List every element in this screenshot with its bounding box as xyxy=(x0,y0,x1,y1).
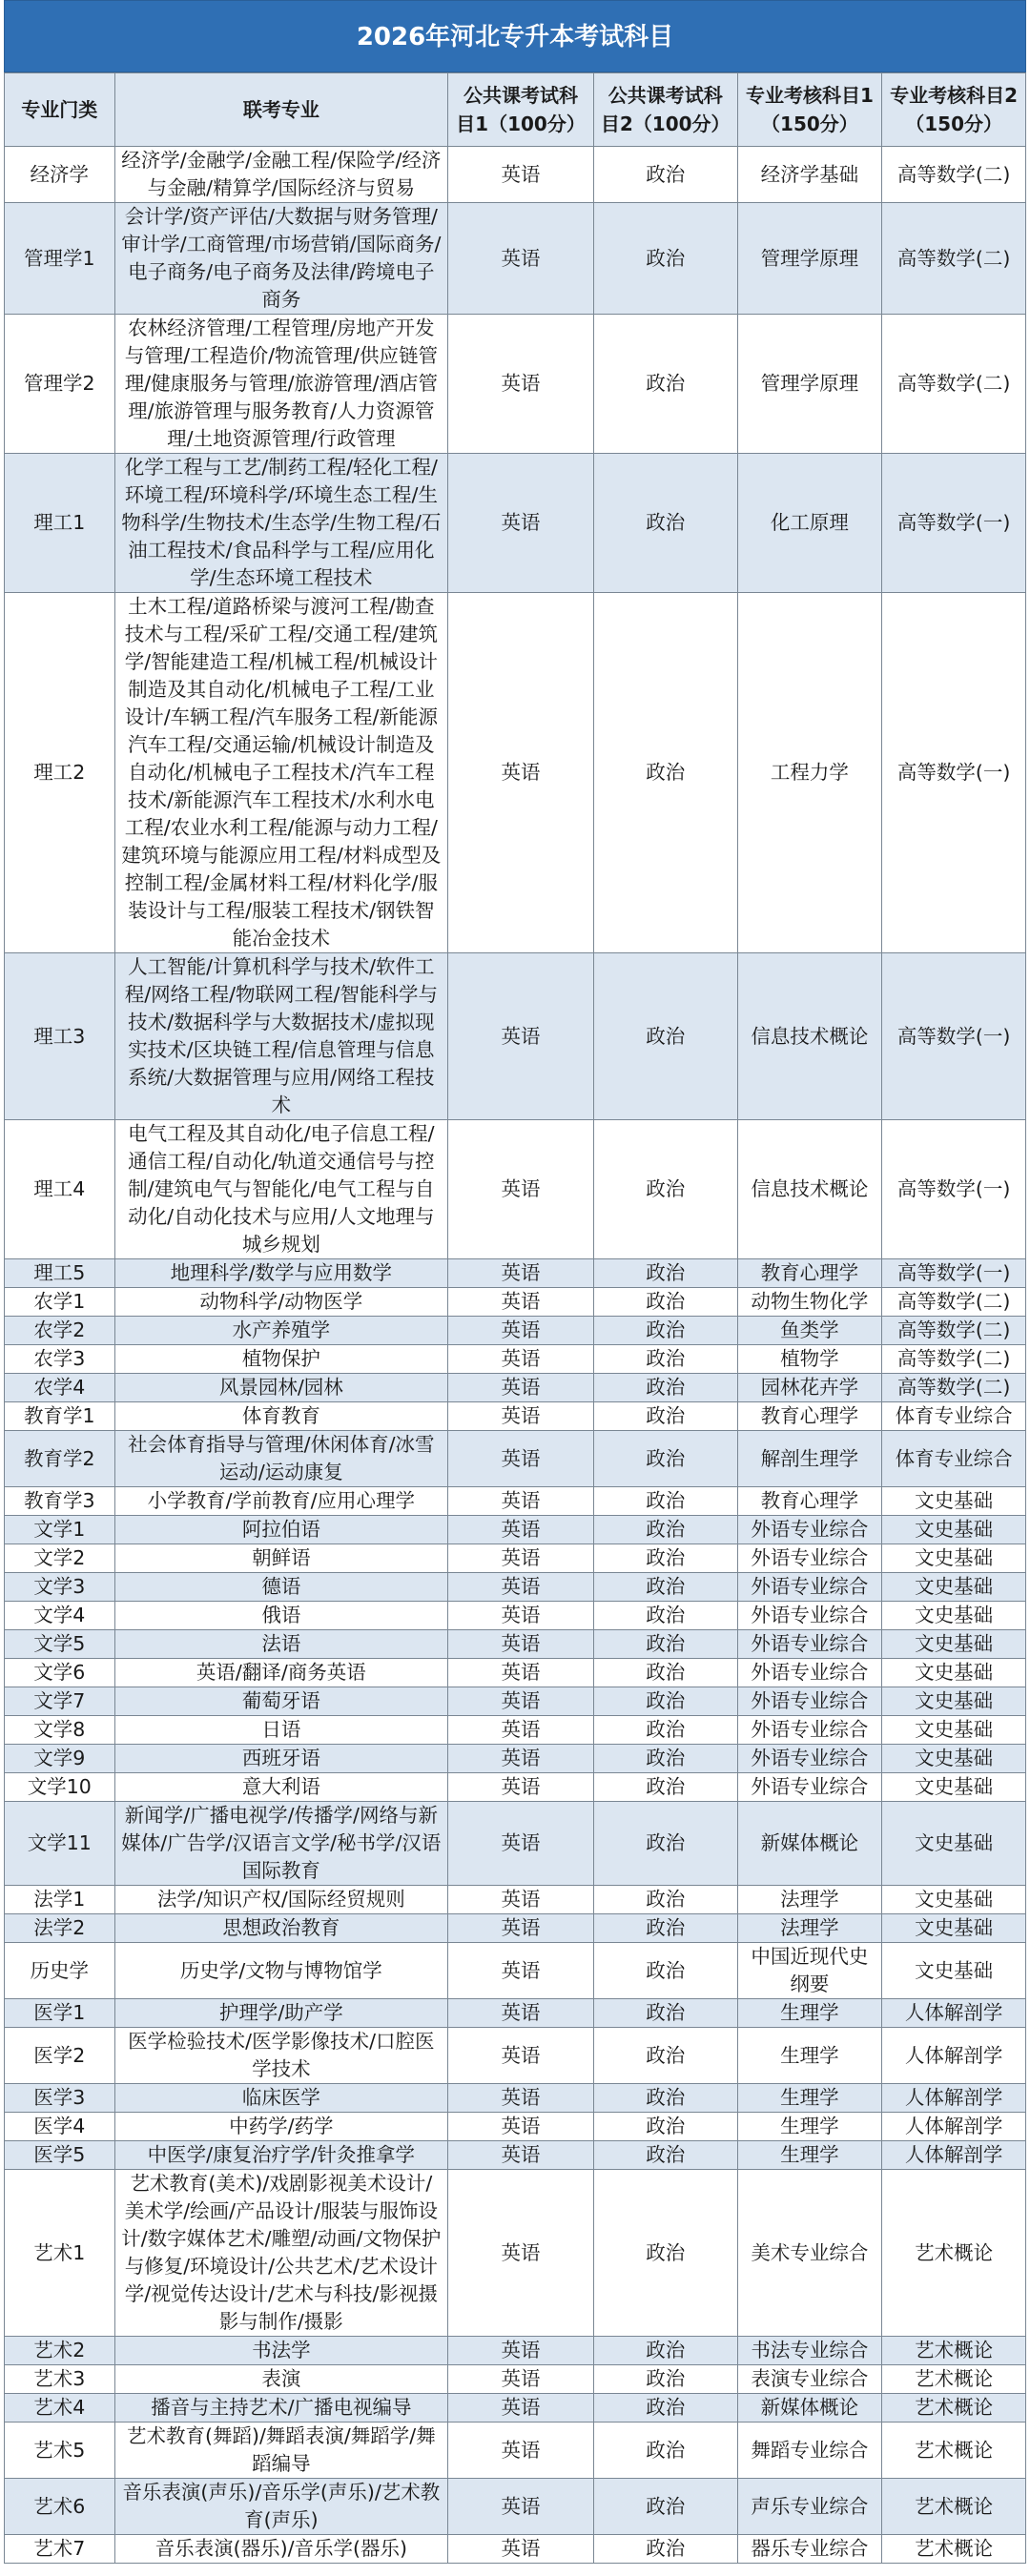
public-subject-1-cell: 英语 xyxy=(448,2365,594,2394)
public-subject-1-cell: 英语 xyxy=(448,2479,594,2535)
professional-subject-2-cell: 艺术概论 xyxy=(882,2365,1026,2394)
public-subject-1-cell: 英语 xyxy=(448,2028,594,2084)
category-cell: 文学11 xyxy=(5,1802,115,1886)
table-row xyxy=(5,1487,1026,1516)
category-cell: 经济学 xyxy=(5,147,115,203)
public-subject-1-cell: 英语 xyxy=(448,2394,594,2423)
public-subject-1-cell: 英语 xyxy=(448,2423,594,2479)
table-row xyxy=(5,454,1026,593)
professional-subject-1-cell: 法理学 xyxy=(737,1914,882,1943)
public-subject-2-cell: 政治 xyxy=(593,1259,737,1288)
public-subject-2-cell: 政治 xyxy=(593,2337,737,2365)
majors-cell: 法学/知识产权/国际经贸规则 xyxy=(114,1886,448,1914)
table-row xyxy=(5,1317,1026,1345)
professional-subject-1-cell: 外语专业综合 xyxy=(737,1630,882,1659)
table-row xyxy=(5,1914,1026,1943)
public-subject-2-cell: 政治 xyxy=(593,593,737,953)
public-subject-2-cell: 政治 xyxy=(593,147,737,203)
public-subject-1-cell: 英语 xyxy=(448,1630,594,1659)
professional-subject-2-cell: 文史基础 xyxy=(882,1487,1026,1516)
professional-subject-2-cell: 文史基础 xyxy=(882,1745,1026,1773)
professional-subject-2-cell: 艺术概论 xyxy=(882,2423,1026,2479)
category-cell: 理工5 xyxy=(5,1259,115,1288)
public-subject-2-cell: 政治 xyxy=(593,1602,737,1630)
page-title: 2026年河北专升本考试科目 xyxy=(4,0,1026,72)
public-subject-2-cell: 政治 xyxy=(593,2170,737,2337)
public-subject-1-cell: 英语 xyxy=(448,2170,594,2337)
category-cell: 艺术3 xyxy=(5,2365,115,2394)
public-subject-1-cell: 英语 xyxy=(448,1745,594,1773)
category-cell: 农学4 xyxy=(5,1374,115,1402)
public-subject-2-cell: 政治 xyxy=(593,1431,737,1487)
public-subject-1-cell: 英语 xyxy=(448,1259,594,1288)
public-subject-1-cell: 英语 xyxy=(448,1516,594,1544)
public-subject-2-cell: 政治 xyxy=(593,1687,737,1716)
majors-cell: 意大利语 xyxy=(114,1773,448,1802)
majors-cell: 护理学/助产学 xyxy=(114,1999,448,2028)
majors-cell: 艺术教育(美术)/戏剧影视美术设计/美术学/绘画/产品设计/服装与服饰设计/数字媒体艺术/雕塑/动画/文物保护与修复/环境设计/公共艺术/艺术设计学/视觉传达设计/艺术与科技/影视摄影与制作/摄影 xyxy=(114,2170,448,2337)
majors-cell: 人工智能/计算机科学与技术/软件工程/网络工程/物联网工程/智能科学与技术/数据科学与大数据技术/虚拟现实技术/区块链工程/信息管理与信息系统/大数据管理与应用/网络工程技术 xyxy=(114,953,448,1120)
public-subject-2-cell: 政治 xyxy=(593,1745,737,1773)
majors-cell: 播音与主持艺术/广播电视编导 xyxy=(114,2394,448,2423)
professional-subject-1-cell: 植物学 xyxy=(737,1345,882,1374)
table-row xyxy=(5,1402,1026,1431)
majors-cell: 风景园林/园林 xyxy=(114,1374,448,1402)
professional-subject-1-cell: 外语专业综合 xyxy=(737,1516,882,1544)
professional-subject-1-cell: 工程力学 xyxy=(737,593,882,953)
professional-subject-2-cell: 高等数学(一) xyxy=(882,593,1026,953)
public-subject-1-cell: 英语 xyxy=(448,1288,594,1317)
category-cell: 理工2 xyxy=(5,593,115,953)
professional-subject-1-cell: 器乐专业综合 xyxy=(737,2535,882,2564)
majors-cell: 中医学/康复治疗学/针灸推拿学 xyxy=(114,2141,448,2170)
professional-subject-2-cell: 人体解剖学 xyxy=(882,1999,1026,2028)
majors-cell: 西班牙语 xyxy=(114,1745,448,1773)
majors-cell: 动物科学/动物医学 xyxy=(114,1288,448,1317)
category-cell: 文学4 xyxy=(5,1602,115,1630)
table-row xyxy=(5,1687,1026,1716)
professional-subject-1-cell: 中国近现代史纲要 xyxy=(737,1943,882,1999)
table-row xyxy=(5,1773,1026,1802)
majors-cell: 水产养殖学 xyxy=(114,1317,448,1345)
category-cell: 农学1 xyxy=(5,1288,115,1317)
category-cell: 医学1 xyxy=(5,1999,115,2028)
professional-subject-1-cell: 教育心理学 xyxy=(737,1402,882,1431)
table-row xyxy=(5,1374,1026,1402)
professional-subject-2-cell: 文史基础 xyxy=(882,1659,1026,1687)
public-subject-2-cell: 政治 xyxy=(593,1516,737,1544)
majors-cell: 法语 xyxy=(114,1630,448,1659)
category-cell: 文学10 xyxy=(5,1773,115,1802)
professional-subject-1-cell: 书法专业综合 xyxy=(737,2337,882,2365)
majors-cell: 历史学/文物与博物馆学 xyxy=(114,1943,448,1999)
category-cell: 艺术2 xyxy=(5,2337,115,2365)
public-subject-1-cell: 英语 xyxy=(448,1773,594,1802)
category-cell: 文学3 xyxy=(5,1573,115,1602)
table-row xyxy=(5,2423,1026,2479)
professional-subject-2-cell: 高等数学(一) xyxy=(882,953,1026,1120)
table-row xyxy=(5,2394,1026,2423)
category-cell: 文学5 xyxy=(5,1630,115,1659)
table-row xyxy=(5,2028,1026,2084)
public-subject-2-cell: 政治 xyxy=(593,203,737,315)
category-cell: 艺术1 xyxy=(5,2170,115,2337)
exam-subjects-table xyxy=(4,72,1026,2564)
public-subject-2-cell: 政治 xyxy=(593,1716,737,1745)
professional-subject-2-cell: 人体解剖学 xyxy=(882,2113,1026,2141)
professional-subject-2-cell: 高等数学(一) xyxy=(882,1120,1026,1259)
majors-cell: 医学检验技术/医学影像技术/口腔医学技术 xyxy=(114,2028,448,2084)
professional-subject-2-cell: 体育专业综合 xyxy=(882,1402,1026,1431)
category-cell: 教育学2 xyxy=(5,1431,115,1487)
table-row xyxy=(5,2170,1026,2337)
header-professional-subject-1: 专业考核科目1（150分） xyxy=(737,73,882,147)
professional-subject-1-cell: 管理学原理 xyxy=(737,315,882,454)
category-cell: 法学1 xyxy=(5,1886,115,1914)
table-row xyxy=(5,2084,1026,2113)
category-cell: 医学5 xyxy=(5,2141,115,2170)
table-row xyxy=(5,203,1026,315)
professional-subject-2-cell: 高等数学(一) xyxy=(882,454,1026,593)
professional-subject-2-cell: 高等数学(二) xyxy=(882,1317,1026,1345)
professional-subject-2-cell: 文史基础 xyxy=(882,1802,1026,1886)
public-subject-2-cell: 政治 xyxy=(593,1999,737,2028)
professional-subject-2-cell: 文史基础 xyxy=(882,1544,1026,1573)
category-cell: 文学9 xyxy=(5,1745,115,1773)
professional-subject-1-cell: 外语专业综合 xyxy=(737,1573,882,1602)
public-subject-1-cell: 英语 xyxy=(448,1317,594,1345)
public-subject-1-cell: 英语 xyxy=(448,1886,594,1914)
public-subject-2-cell: 政治 xyxy=(593,2535,737,2564)
majors-cell: 经济学/金融学/金融工程/保险学/经济与金融/精算学/国际经济与贸易 xyxy=(114,147,448,203)
majors-cell: 会计学/资产评估/大数据与财务管理/审计学/工商管理/市场营销/国际商务/电子商务/电子商务及法律/跨境电子商务 xyxy=(114,203,448,315)
public-subject-1-cell: 英语 xyxy=(448,454,594,593)
header-professional-subject-2: 专业考核科目2（150分） xyxy=(882,73,1026,147)
public-subject-1-cell: 英语 xyxy=(448,1487,594,1516)
majors-cell: 社会体育指导与管理/休闲体育/冰雪运动/运动康复 xyxy=(114,1431,448,1487)
majors-cell: 俄语 xyxy=(114,1602,448,1630)
table-row xyxy=(5,1886,1026,1914)
public-subject-1-cell: 英语 xyxy=(448,1687,594,1716)
professional-subject-2-cell: 高等数学(二) xyxy=(882,203,1026,315)
category-cell: 医学3 xyxy=(5,2084,115,2113)
header-majors: 联考专业 xyxy=(114,73,448,147)
majors-cell: 地理科学/数学与应用数学 xyxy=(114,1259,448,1288)
public-subject-2-cell: 政治 xyxy=(593,1943,737,1999)
public-subject-2-cell: 政治 xyxy=(593,1544,737,1573)
professional-subject-1-cell: 法理学 xyxy=(737,1886,882,1914)
professional-subject-1-cell: 信息技术概论 xyxy=(737,1120,882,1259)
table-row xyxy=(5,1120,1026,1259)
public-subject-1-cell: 英语 xyxy=(448,1431,594,1487)
category-cell: 农学2 xyxy=(5,1317,115,1345)
professional-subject-2-cell: 文史基础 xyxy=(882,1630,1026,1659)
majors-cell: 表演 xyxy=(114,2365,448,2394)
category-cell: 理工3 xyxy=(5,953,115,1120)
category-cell: 管理学1 xyxy=(5,203,115,315)
public-subject-1-cell: 英语 xyxy=(448,2084,594,2113)
professional-subject-2-cell: 艺术概论 xyxy=(882,2170,1026,2337)
public-subject-2-cell: 政治 xyxy=(593,1317,737,1345)
professional-subject-2-cell: 文史基础 xyxy=(882,1602,1026,1630)
public-subject-2-cell: 政治 xyxy=(593,1402,737,1431)
public-subject-1-cell: 英语 xyxy=(448,315,594,454)
professional-subject-1-cell: 外语专业综合 xyxy=(737,1659,882,1687)
category-cell: 理工1 xyxy=(5,454,115,593)
public-subject-1-cell: 英语 xyxy=(448,1345,594,1374)
majors-cell: 德语 xyxy=(114,1573,448,1602)
public-subject-2-cell: 政治 xyxy=(593,315,737,454)
professional-subject-1-cell: 生理学 xyxy=(737,2141,882,2170)
professional-subject-1-cell: 声乐专业综合 xyxy=(737,2479,882,2535)
majors-cell: 小学教育/学前教育/应用心理学 xyxy=(114,1487,448,1516)
public-subject-1-cell: 英语 xyxy=(448,2535,594,2564)
category-cell: 艺术6 xyxy=(5,2479,115,2535)
majors-cell: 英语/翻译/商务英语 xyxy=(114,1659,448,1687)
public-subject-1-cell: 英语 xyxy=(448,1999,594,2028)
majors-cell: 日语 xyxy=(114,1716,448,1745)
category-cell: 法学2 xyxy=(5,1914,115,1943)
professional-subject-2-cell: 文史基础 xyxy=(882,1914,1026,1943)
public-subject-2-cell: 政治 xyxy=(593,1288,737,1317)
professional-subject-1-cell: 新媒体概论 xyxy=(737,1802,882,1886)
professional-subject-2-cell: 文史基础 xyxy=(882,1687,1026,1716)
professional-subject-2-cell: 文史基础 xyxy=(882,1773,1026,1802)
professional-subject-1-cell: 教育心理学 xyxy=(737,1259,882,1288)
category-cell: 艺术7 xyxy=(5,2535,115,2564)
public-subject-1-cell: 英语 xyxy=(448,1602,594,1630)
table-row xyxy=(5,1431,1026,1487)
professional-subject-2-cell: 高等数学(二) xyxy=(882,1288,1026,1317)
professional-subject-2-cell: 文史基础 xyxy=(882,1943,1026,1999)
professional-subject-1-cell: 生理学 xyxy=(737,2113,882,2141)
majors-cell: 书法学 xyxy=(114,2337,448,2365)
table-row xyxy=(5,1802,1026,1886)
table-row xyxy=(5,1716,1026,1745)
professional-subject-1-cell: 生理学 xyxy=(737,1999,882,2028)
public-subject-2-cell: 政治 xyxy=(593,1487,737,1516)
professional-subject-1-cell: 美术专业综合 xyxy=(737,2170,882,2337)
table-row xyxy=(5,2535,1026,2564)
professional-subject-2-cell: 艺术概论 xyxy=(882,2535,1026,2564)
table-row xyxy=(5,2479,1026,2535)
table-row xyxy=(5,1630,1026,1659)
majors-cell: 音乐表演(声乐)/音乐学(声乐)/艺术教育(声乐) xyxy=(114,2479,448,2535)
majors-cell: 土木工程/道路桥梁与渡河工程/勘查技术与工程/采矿工程/交通工程/建筑学/智能建造工程/机械工程/机械设计制造及其自动化/机械电子工程/工业设计/车辆工程/汽车服务工程/新能源汽车工程/交通运输/机械设计制造及自动化/机械电子工程技术/汽车工程技术/新能源汽车工程技术/水利水电工程/农业水利工程/能源与动力工程/建筑环境与能源应用工程/材料成型及控制工程/金属材料工程/材料化学/服装设计与工程/服装工程技术/钢铁智能冶金技术 xyxy=(114,593,448,953)
public-subject-1-cell: 英语 xyxy=(448,147,594,203)
public-subject-1-cell: 英语 xyxy=(448,2113,594,2141)
public-subject-1-cell: 英语 xyxy=(448,953,594,1120)
public-subject-1-cell: 英语 xyxy=(448,2337,594,2365)
professional-subject-2-cell: 人体解剖学 xyxy=(882,2028,1026,2084)
majors-cell: 植物保护 xyxy=(114,1345,448,1374)
public-subject-2-cell: 政治 xyxy=(593,2028,737,2084)
professional-subject-1-cell: 园林花卉学 xyxy=(737,1374,882,1402)
category-cell: 艺术4 xyxy=(5,2394,115,2423)
professional-subject-2-cell: 文史基础 xyxy=(882,1573,1026,1602)
professional-subject-2-cell: 艺术概论 xyxy=(882,2479,1026,2535)
majors-cell: 朝鲜语 xyxy=(114,1544,448,1573)
public-subject-1-cell: 英语 xyxy=(448,593,594,953)
public-subject-2-cell: 政治 xyxy=(593,953,737,1120)
professional-subject-2-cell: 体育专业综合 xyxy=(882,1431,1026,1487)
professional-subject-2-cell: 高等数学(二) xyxy=(882,1345,1026,1374)
table-row xyxy=(5,2365,1026,2394)
majors-cell: 体育教育 xyxy=(114,1402,448,1431)
table-row xyxy=(5,1745,1026,1773)
public-subject-2-cell: 政治 xyxy=(593,1120,737,1259)
public-subject-2-cell: 政治 xyxy=(593,1659,737,1687)
public-subject-1-cell: 英语 xyxy=(448,1716,594,1745)
majors-cell: 农林经济管理/工程管理/房地产开发与管理/工程造价/物流管理/供应链管理/健康服务与管理/旅游管理/酒店管理/旅游管理与服务教育/人力资源管理/土地资源管理/行政管理 xyxy=(114,315,448,454)
professional-subject-1-cell: 外语专业综合 xyxy=(737,1745,882,1773)
category-cell: 理工4 xyxy=(5,1120,115,1259)
category-cell: 教育学3 xyxy=(5,1487,115,1516)
professional-subject-1-cell: 外语专业综合 xyxy=(737,1602,882,1630)
professional-subject-1-cell: 外语专业综合 xyxy=(737,1687,882,1716)
public-subject-2-cell: 政治 xyxy=(593,1802,737,1886)
professional-subject-1-cell: 新媒体概论 xyxy=(737,2394,882,2423)
public-subject-1-cell: 英语 xyxy=(448,1802,594,1886)
professional-subject-1-cell: 表演专业综合 xyxy=(737,2365,882,2394)
category-cell: 文学8 xyxy=(5,1716,115,1745)
table-row xyxy=(5,1288,1026,1317)
table-row xyxy=(5,2337,1026,2365)
public-subject-2-cell: 政治 xyxy=(593,1886,737,1914)
category-cell: 文学6 xyxy=(5,1659,115,1687)
table-row xyxy=(5,953,1026,1120)
professional-subject-2-cell: 高等数学(二) xyxy=(882,1374,1026,1402)
category-cell: 医学4 xyxy=(5,2113,115,2141)
professional-subject-1-cell: 动物生物化学 xyxy=(737,1288,882,1317)
public-subject-2-cell: 政治 xyxy=(593,1630,737,1659)
table-row xyxy=(5,1602,1026,1630)
category-cell: 教育学1 xyxy=(5,1402,115,1431)
public-subject-2-cell: 政治 xyxy=(593,454,737,593)
majors-cell: 阿拉伯语 xyxy=(114,1516,448,1544)
professional-subject-1-cell: 外语专业综合 xyxy=(737,1716,882,1745)
professional-subject-1-cell: 外语专业综合 xyxy=(737,1773,882,1802)
public-subject-1-cell: 英语 xyxy=(448,1120,594,1259)
public-subject-1-cell: 英语 xyxy=(448,1573,594,1602)
professional-subject-2-cell: 艺术概论 xyxy=(882,2394,1026,2423)
table-row xyxy=(5,593,1026,953)
majors-cell: 音乐表演(器乐)/音乐学(器乐) xyxy=(114,2535,448,2564)
table-row xyxy=(5,1345,1026,1374)
category-cell: 医学2 xyxy=(5,2028,115,2084)
table-body xyxy=(5,147,1026,2564)
majors-cell: 葡萄牙语 xyxy=(114,1687,448,1716)
professional-subject-1-cell: 管理学原理 xyxy=(737,203,882,315)
professional-subject-2-cell: 人体解剖学 xyxy=(882,2141,1026,2170)
table-header xyxy=(5,73,1026,147)
category-cell: 历史学 xyxy=(5,1943,115,1999)
public-subject-2-cell: 政治 xyxy=(593,2365,737,2394)
majors-cell: 电气工程及其自动化/电子信息工程/通信工程/自动化/轨道交通信号与控制/建筑电气与智能化/电气工程与自动化/自动化技术与应用/人文地理与城乡规划 xyxy=(114,1120,448,1259)
public-subject-1-cell: 英语 xyxy=(448,1914,594,1943)
table-row xyxy=(5,2113,1026,2141)
category-cell: 文学1 xyxy=(5,1516,115,1544)
professional-subject-1-cell: 教育心理学 xyxy=(737,1487,882,1516)
majors-cell: 新闻学/广播电视学/传播学/网络与新媒体/广告学/汉语言文学/秘书学/汉语国际教育 xyxy=(114,1802,448,1886)
majors-cell: 临床医学 xyxy=(114,2084,448,2113)
header-row xyxy=(5,73,1026,147)
professional-subject-1-cell: 生理学 xyxy=(737,2028,882,2084)
professional-subject-1-cell: 鱼类学 xyxy=(737,1317,882,1345)
public-subject-2-cell: 政治 xyxy=(593,2113,737,2141)
public-subject-2-cell: 政治 xyxy=(593,1773,737,1802)
public-subject-2-cell: 政治 xyxy=(593,1374,737,1402)
table-row xyxy=(5,1999,1026,2028)
public-subject-2-cell: 政治 xyxy=(593,1914,737,1943)
public-subject-2-cell: 政治 xyxy=(593,2084,737,2113)
table-row xyxy=(5,1544,1026,1573)
header-public-subject-2: 公共课考试科目2（100分） xyxy=(593,73,737,147)
table-row xyxy=(5,1516,1026,1544)
header-public-subject-1: 公共课考试科目1（100分） xyxy=(448,73,594,147)
public-subject-1-cell: 英语 xyxy=(448,2141,594,2170)
professional-subject-2-cell: 文史基础 xyxy=(882,1516,1026,1544)
public-subject-2-cell: 政治 xyxy=(593,2394,737,2423)
professional-subject-1-cell: 生理学 xyxy=(737,2084,882,2113)
professional-subject-2-cell: 高等数学(二) xyxy=(882,147,1026,203)
professional-subject-2-cell: 人体解剖学 xyxy=(882,2084,1026,2113)
category-cell: 文学7 xyxy=(5,1687,115,1716)
professional-subject-1-cell: 舞蹈专业综合 xyxy=(737,2423,882,2479)
table-row xyxy=(5,315,1026,454)
public-subject-2-cell: 政治 xyxy=(593,1573,737,1602)
public-subject-2-cell: 政治 xyxy=(593,2141,737,2170)
majors-cell: 艺术教育(舞蹈)/舞蹈表演/舞蹈学/舞蹈编导 xyxy=(114,2423,448,2479)
public-subject-1-cell: 英语 xyxy=(448,1659,594,1687)
category-cell: 管理学2 xyxy=(5,315,115,454)
professional-subject-2-cell: 艺术概论 xyxy=(882,2337,1026,2365)
professional-subject-2-cell: 文史基础 xyxy=(882,1716,1026,1745)
professional-subject-2-cell: 高等数学(一) xyxy=(882,1259,1026,1288)
public-subject-1-cell: 英语 xyxy=(448,1943,594,1999)
public-subject-2-cell: 政治 xyxy=(593,2479,737,2535)
table-row xyxy=(5,147,1026,203)
public-subject-1-cell: 英语 xyxy=(448,1544,594,1573)
table-row xyxy=(5,1573,1026,1602)
public-subject-1-cell: 英语 xyxy=(448,203,594,315)
header-category: 专业门类 xyxy=(5,73,115,147)
public-subject-1-cell: 英语 xyxy=(448,1402,594,1431)
table-row xyxy=(5,1259,1026,1288)
professional-subject-1-cell: 解剖生理学 xyxy=(737,1431,882,1487)
professional-subject-2-cell: 文史基础 xyxy=(882,1886,1026,1914)
professional-subject-1-cell: 信息技术概论 xyxy=(737,953,882,1120)
category-cell: 艺术5 xyxy=(5,2423,115,2479)
category-cell: 文学2 xyxy=(5,1544,115,1573)
professional-subject-2-cell: 高等数学(二) xyxy=(882,315,1026,454)
majors-cell: 化学工程与工艺/制药工程/轻化工程/环境工程/环境科学/环境生态工程/生物科学/生物技术/生态学/生物工程/石油工程技术/食品科学与工程/应用化学/生态环境工程技术 xyxy=(114,454,448,593)
public-subject-1-cell: 英语 xyxy=(448,1374,594,1402)
table-row xyxy=(5,1659,1026,1687)
category-cell: 农学3 xyxy=(5,1345,115,1374)
professional-subject-1-cell: 外语专业综合 xyxy=(737,1544,882,1573)
public-subject-2-cell: 政治 xyxy=(593,2423,737,2479)
majors-cell: 思想政治教育 xyxy=(114,1914,448,1943)
professional-subject-1-cell: 化工原理 xyxy=(737,454,882,593)
professional-subject-1-cell: 经济学基础 xyxy=(737,147,882,203)
public-subject-2-cell: 政治 xyxy=(593,1345,737,1374)
majors-cell: 中药学/药学 xyxy=(114,2113,448,2141)
table-row xyxy=(5,1943,1026,1999)
table-row xyxy=(5,2141,1026,2170)
